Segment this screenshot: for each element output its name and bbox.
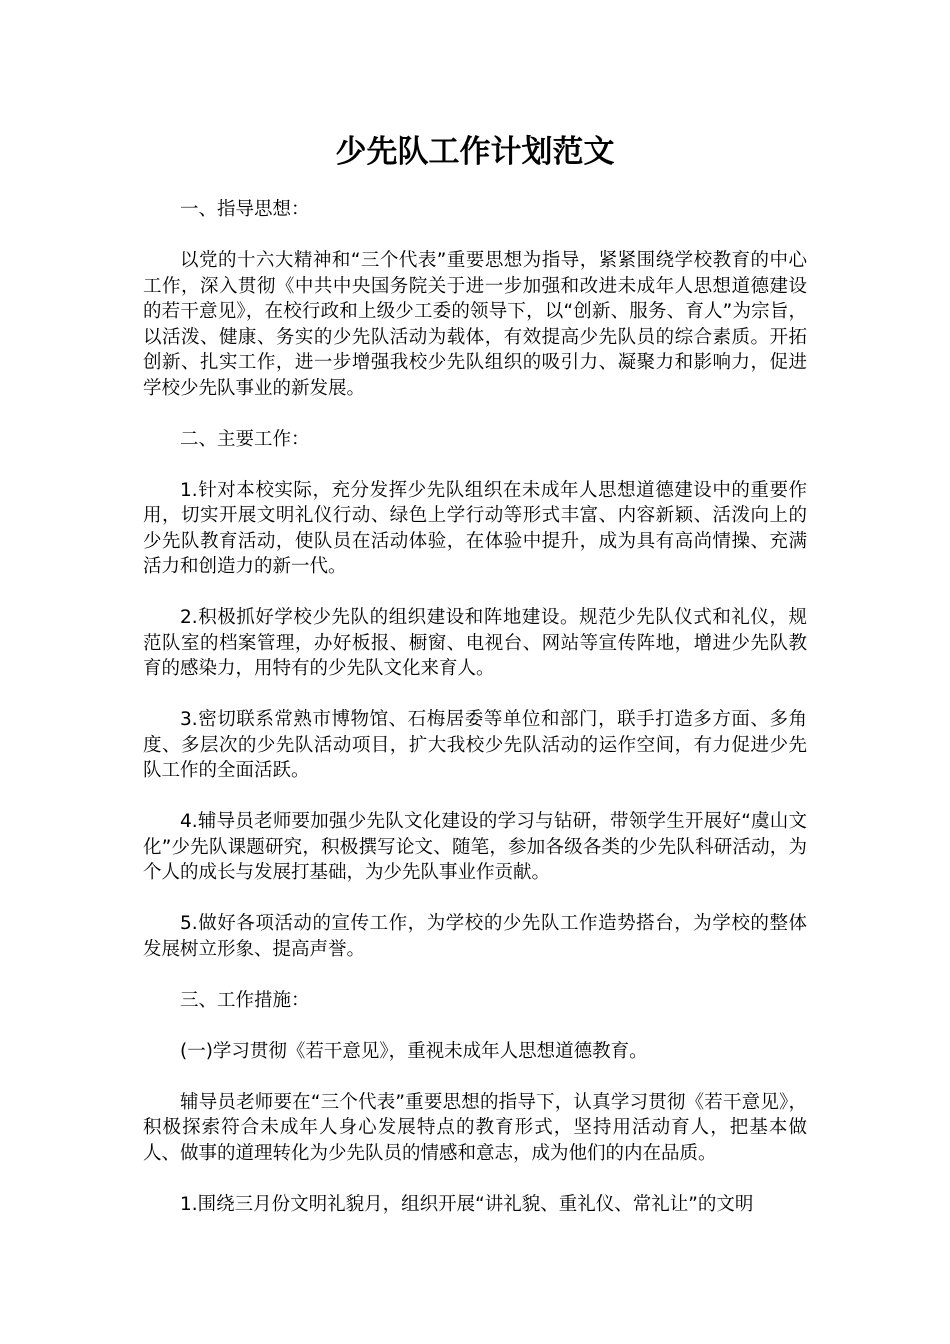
subheading-measure-1: (一)学习贯彻《若干意见》，重视未成年人思想道德教育。: [180, 1040, 648, 1062]
section-heading-guiding-ideology: 一、指导思想：: [180, 199, 310, 220]
paragraph-main-work-3: 3.密切联系常熟市博物馆、石梅居委等单位和部门，联手打造多方面、多角度、多层次的少先队活动项目，扩大我校少先队活动的运作空间，有力促进少先队工作的全面活跃。: [143, 709, 807, 781]
section-heading-measures: 三、工作措施：: [180, 989, 310, 1011]
paragraph-measure-1: 辅导员老师要在“三个代表”重要思想的指导下，认真学习贯彻《若干意见》，积极探索符合未成年人身心发展特点的教育形式，坚持用活动育人，把基本做人、做事的道理转化为少先队员的情感和意志，成为他们的内在品质。: [143, 1091, 807, 1164]
paragraph-main-work-5: 5.做好各项活动的宣传工作，为学校的少先队工作造势搭台，为学校的整体发展树立形象、提高声誉。: [143, 913, 807, 960]
document-title: 少先队工作计划范文: [335, 134, 615, 170]
section-heading-main-work: 二、主要工作：: [180, 428, 310, 450]
paragraph-main-work-2: 2.积极抓好学校少先队的组织建设和阵地建设。规范少先队仪式和礼仪，规范队室的档案管理，办好板报、橱窗、电视台、网站等宣传阵地，增进少先队教育的感染力，用特有的少先队文化来育人。: [143, 607, 807, 679]
paragraph-guiding-ideology: 以党的十六大精神和“三个代表”重要思想为指导，紧紧围绕学校教育的中心工作，深入贯彻《中共中央国务院关于进一步加强和改进未成年人思想道德建设的若干意见》，在校行政和上级少工委的领导下，以“创新、服务、育人”为宗旨，以活泼、健康、务实的少先队活动为载体，有效提高少先队员的综合素质。开拓创新、扎实工作，进一步增强我校少先队组织的吸引力、凝聚力和影响力，促进学校少先队事业的新发展。: [143, 250, 807, 399]
document-body: [143, 197, 807, 1243]
paragraph-main-work-4: 4.辅导员老师要加强少先队文化建设的学习与钻研，带领学生开展好“虞山文化”少先队课题研究，积极撰写论文、随笔，参加各级各类的少先队科研活动，为个人的成长与发展打基础，为少先队事业作贡献。: [143, 811, 807, 883]
paragraph-main-work-1: 1.针对本校实际，充分发挥少先队组织在未成年人思想道德建设中的重要作用，切实开展文明礼仪行动、绿色上学行动等形式丰富、内容新颖、活泼向上的少先队教育活动，使队员在活动体验，在体验中提升，成为具有高尚情操、充满活力和创造力的新一代。: [143, 479, 807, 577]
paragraph-measure-1-item-1: 1.围绕三月份文明礼貌月，组织开展“讲礼貌、重礼仪、常礼让”的文明: [180, 1193, 754, 1215]
